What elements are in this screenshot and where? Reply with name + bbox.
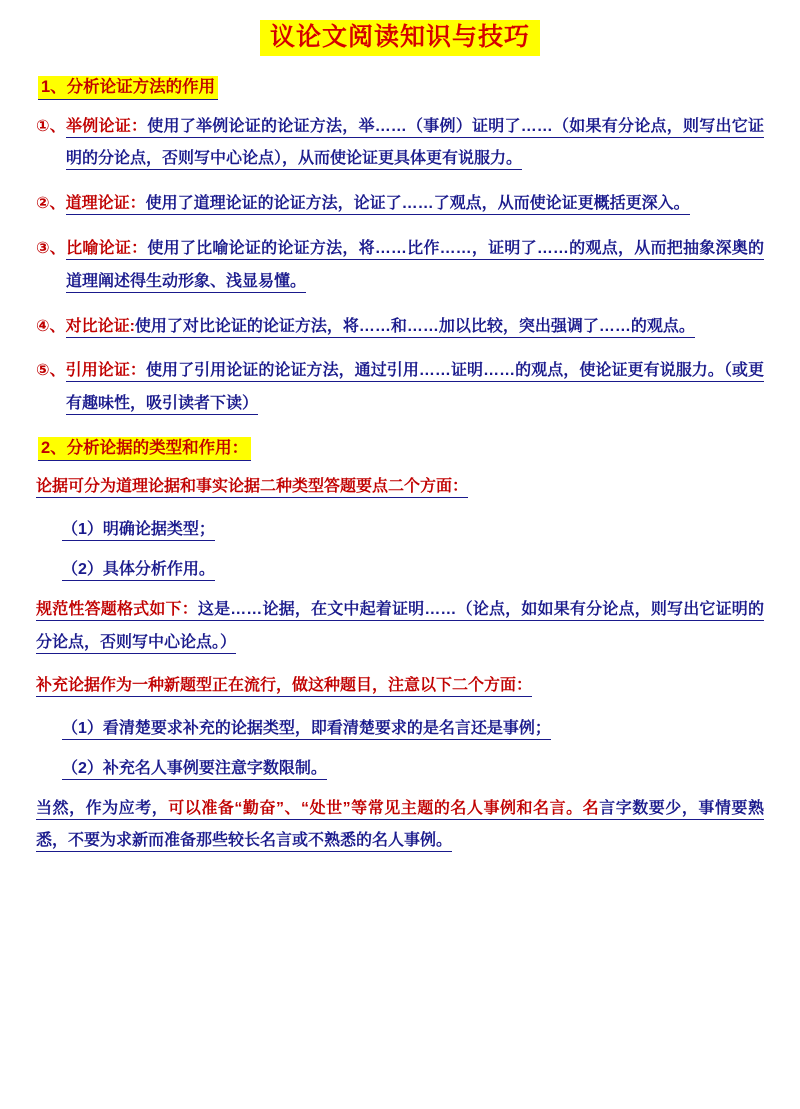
list-item	[36, 311, 764, 344]
sub-item-text: （1）明确论据类型；	[62, 521, 215, 541]
item-lead: 举例论证：	[66, 118, 147, 138]
list-item	[36, 233, 764, 299]
supplement-block	[36, 670, 764, 703]
sub-item-text: （2）补充名人事例要注意字数限制。	[62, 760, 327, 780]
item-lead: 引用论证：	[66, 362, 146, 382]
closing-rest: 言字数要少，事情要熟悉，不要为求新而准备那些较长名言或不熟悉的名人事例。	[36, 800, 764, 853]
item-number: ⑤、	[36, 362, 66, 380]
section-heading-2	[38, 435, 764, 461]
answer-format-text: 这是……论据，在文中起着证明……（论点，如如果有分论点，则写出它证明的分论点，否则写中心论点。）	[36, 601, 764, 654]
supplement-lead: 补充论据作为一种新题型正在流行，做这种题目，注意以下二个方面：	[36, 677, 532, 697]
sub-item-text: （2）具体分析作用。	[62, 561, 215, 581]
item-number: ①、	[36, 117, 67, 135]
section-2-intro	[36, 471, 764, 504]
closing-highlight: 可以准备“勤奋”、“处世”等常见主题的名人事例和名言。名	[168, 800, 599, 820]
section-heading-2-text: 2、分析论据的类型和作用：	[38, 437, 251, 461]
answer-format-lead: 规范性答题格式如下：	[36, 601, 198, 621]
list-item	[36, 753, 764, 785]
item-number: ③、	[36, 240, 67, 258]
closing-paragraph	[36, 793, 764, 859]
item-lead: 道理论证：	[66, 195, 146, 215]
answer-format-block	[36, 594, 764, 660]
title-container	[36, 20, 764, 56]
list-item	[36, 111, 764, 177]
item-text: 使用了道理论证的论证方法，论证了……了观点，从而使论证更概括更深入。	[146, 195, 690, 215]
list-item	[36, 554, 764, 586]
item-lead: 比喻论证：	[66, 240, 147, 260]
item-number: ④、	[36, 317, 66, 335]
section-2-intro-text: 论据可分为道理论据和事实论据二种类型答题要点二个方面：	[36, 478, 468, 498]
sub-item-text: （1）看清楚要求补充的论据类型，即看清楚要求的是名言还是事例；	[62, 720, 551, 740]
item-text: 使用了引用论证的论证方法，通过引用……证明……的观点，使论证更有说服力。（或更有趣味性，吸引读者下读）	[66, 362, 764, 415]
list-item	[36, 514, 764, 546]
item-lead: 对比论证:	[66, 318, 135, 338]
list-item	[36, 713, 764, 745]
section-heading-1-text: 1、分析论证方法的作用	[38, 76, 218, 100]
item-number: ②、	[36, 195, 66, 213]
item-text: 使用了举例论证的论证方法，举……（事例）证明了……（如果有分论点，则写出它证明的分论点，否则写中心论点），从而使论证更具体更有说服力。	[66, 118, 764, 171]
page-title: 议论文阅读知识与技巧	[260, 20, 540, 56]
item-text: 使用了对比论证的论证方法，将……和……加以比较，突出强调了……的观点。	[135, 318, 695, 338]
section-heading-1	[38, 74, 764, 100]
list-item	[36, 188, 764, 221]
item-text: 使用了比喻论证的论证方法，将……比作……，证明了……的观点，从而把抽象深奥的道理阐述得生动形象、浅显易懂。	[66, 240, 764, 293]
closing-prefix: 当然，作为应考，	[36, 800, 168, 820]
list-item	[36, 355, 764, 421]
